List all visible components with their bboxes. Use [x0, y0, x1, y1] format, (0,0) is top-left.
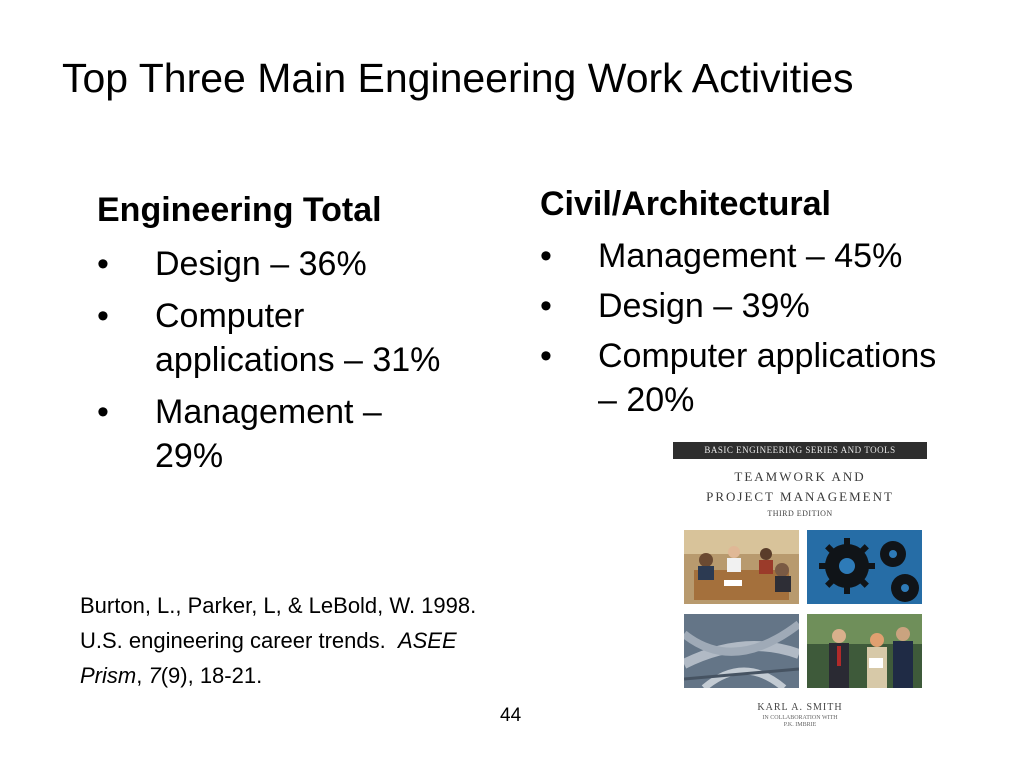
bullet-icon: • [97, 297, 109, 335]
citation-line-3 [80, 658, 620, 693]
list-item [540, 284, 980, 328]
book-title [673, 467, 927, 507]
bullet-icon: • [540, 237, 552, 275]
citation-comma: , [136, 663, 149, 688]
citation-journal-cont: Prism [80, 663, 137, 688]
book-photo-grid [684, 530, 922, 688]
list-item [540, 234, 980, 278]
citation-issue-pages: (9), 18-21. [160, 663, 263, 688]
book-series-bar: BASIC ENGINEERING SERIES AND TOOLS [673, 442, 927, 459]
engineering-total-column [97, 186, 517, 478]
list-item-text: Design – 39% [598, 287, 810, 325]
list-item-text: Computer applications – 31% [155, 297, 441, 379]
bullet-icon: • [97, 245, 109, 283]
list-item [97, 294, 485, 382]
book-author: KARL A. SMITH [757, 702, 843, 713]
citation-journal: ASEE [397, 628, 457, 653]
book-collaborator-label: IN COLLABORATION WITH [762, 715, 838, 721]
citation [80, 588, 620, 693]
list-item-text: Management – 29% [155, 393, 382, 475]
citation-line-1: Burton, L., Parker, L, & LeBold, W. 1998. [80, 593, 477, 618]
book-title-line-1: TEAMWORK AND [734, 469, 866, 484]
bullet-icon: • [540, 337, 552, 375]
list-item-text: Management – 45% [598, 237, 903, 275]
team-photo-icon [807, 614, 922, 688]
slide-title: Top Three Main Engineering Work Activities [62, 55, 854, 101]
civil-architectural-column [540, 180, 980, 422]
civil-architectural-heading: Civil/Architectural [540, 185, 831, 223]
book-collaborator [673, 715, 927, 729]
gears-photo-icon [807, 530, 922, 604]
engineering-total-heading: Engineering Total [97, 191, 382, 229]
bullet-icon: • [540, 287, 552, 325]
list-item [97, 242, 517, 286]
book-title-line-2: PROJECT MANAGEMENT [706, 489, 894, 504]
book-cover [673, 442, 927, 732]
list-item [540, 334, 958, 422]
bullet-icon: • [97, 393, 109, 431]
book-collaborator-name: P.K. IMBRIE [783, 722, 817, 728]
list-item-text: Computer applications – 20% [598, 337, 937, 419]
meeting-photo-icon [684, 530, 799, 604]
civil-architectural-list [540, 234, 980, 422]
list-item [97, 390, 455, 478]
citation-line-2 [80, 623, 620, 658]
highway-photo-icon [684, 614, 799, 688]
page-number: 44 [500, 705, 522, 726]
book-edition: THIRD EDITION [767, 509, 833, 518]
citation-title: U.S. engineering career trends. [80, 628, 398, 653]
engineering-total-list [97, 242, 517, 478]
list-item-text: Design – 36% [155, 245, 367, 283]
citation-volume: 7 [148, 663, 161, 688]
